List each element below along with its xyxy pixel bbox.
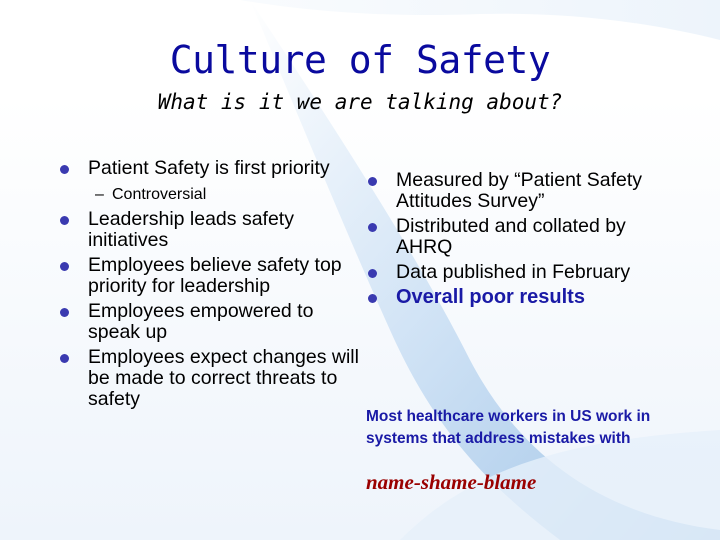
bullet-icon bbox=[60, 308, 69, 317]
list-item-text: Leadership leads safety initiatives bbox=[88, 208, 294, 251]
list-item-text: Employees expect changes will be made to correct threats to safety bbox=[88, 346, 359, 410]
list-item bbox=[368, 216, 668, 258]
emphasis-phrase: name-shame-blame bbox=[366, 470, 537, 494]
list-item bbox=[60, 158, 360, 179]
list-item bbox=[368, 170, 668, 212]
dash-icon: – bbox=[95, 186, 104, 203]
sub-item-text: Controversial bbox=[112, 186, 207, 203]
list-item-text-emphasis: Overall poor results bbox=[396, 286, 585, 308]
list-item-text: Employees believe safety top priority for leadership bbox=[88, 254, 342, 297]
list-item-text: Data published in February bbox=[396, 261, 631, 283]
list-item-text: Distributed and collated by AHRQ bbox=[396, 215, 626, 258]
bullet-icon bbox=[60, 354, 69, 363]
slide-title: Culture of Safety bbox=[169, 38, 551, 82]
list-item bbox=[368, 262, 668, 283]
list-item-text: Patient Safety is first priority bbox=[88, 157, 330, 179]
bullet-icon bbox=[368, 177, 377, 186]
list-item bbox=[60, 301, 360, 343]
left-bullet-list bbox=[60, 158, 360, 414]
list-item-text: Measured by “Patient Safety Attitudes Survey” bbox=[396, 169, 643, 212]
list-item-text: Employees empowered to speak up bbox=[88, 300, 314, 343]
bullet-icon bbox=[368, 294, 377, 303]
right-bullet-list bbox=[368, 170, 668, 312]
bullet-icon bbox=[368, 223, 377, 232]
slide-subtitle: What is it we are talking about? bbox=[157, 90, 563, 114]
bullet-icon bbox=[60, 262, 69, 271]
sub-list-item bbox=[60, 185, 360, 205]
bullet-icon bbox=[368, 269, 377, 278]
list-item bbox=[60, 209, 360, 251]
bullet-icon bbox=[60, 216, 69, 225]
list-item bbox=[60, 255, 360, 297]
summary-note: Most healthcare workers in US work in systems that address mistakes with bbox=[366, 408, 651, 447]
list-item bbox=[368, 287, 668, 308]
bullet-icon bbox=[60, 165, 69, 174]
list-item bbox=[60, 347, 360, 410]
